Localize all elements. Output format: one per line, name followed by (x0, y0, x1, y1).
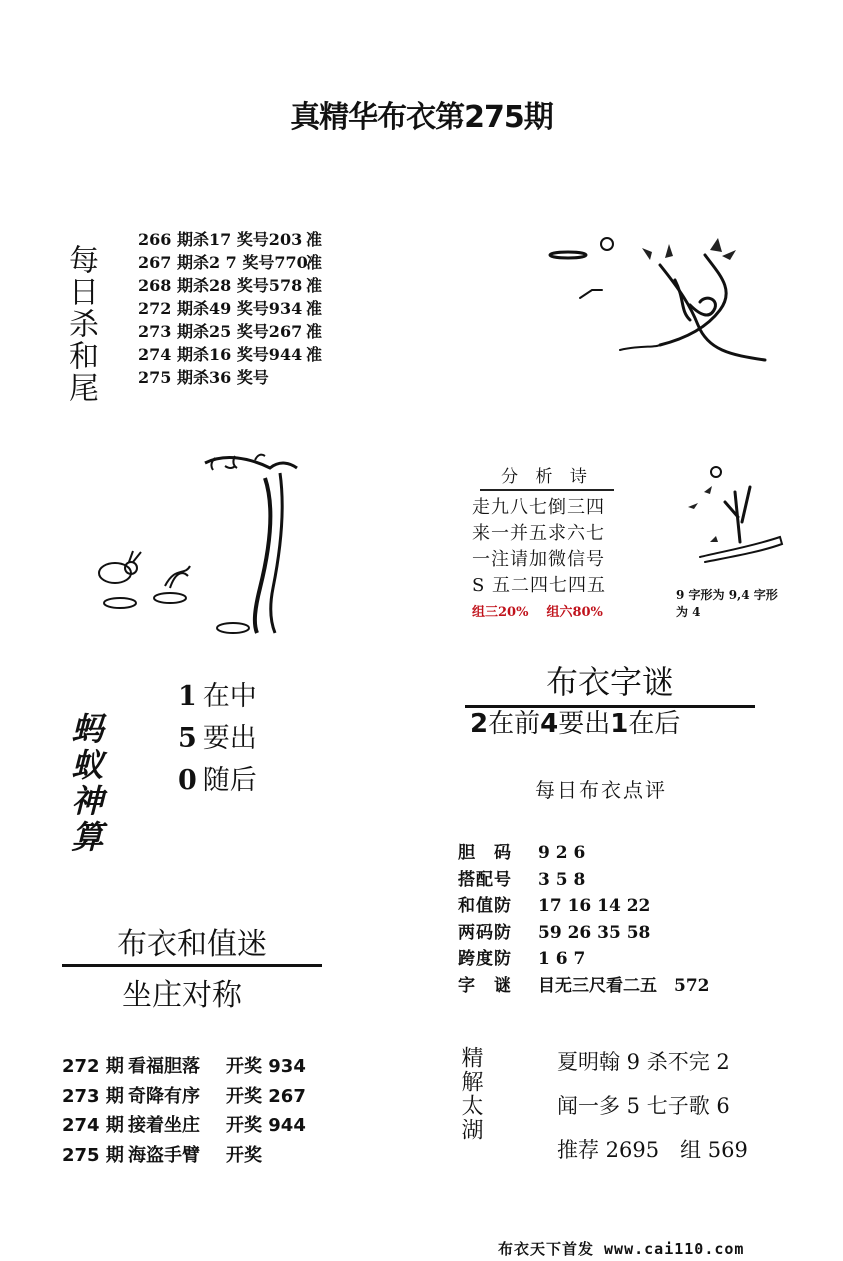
figure-sketch-illustration (680, 462, 790, 582)
list-item: 推荐 2695 组 569 (557, 1138, 748, 1162)
sum-riddle-heading: 布衣和值迷 (62, 926, 322, 967)
ant-heading: 蚂蚁神算 (66, 712, 105, 856)
daily-kill-list (138, 228, 323, 389)
riddle-answer: 2在前4要出1在后 (470, 709, 681, 739)
taihu-list (557, 1040, 748, 1172)
taihu-heading: 精解太湖 (458, 1046, 483, 1142)
list-item: 夏明翰 9 杀不完 2 (557, 1050, 730, 1074)
list-item: 0 随后 (178, 765, 257, 796)
table-row: 字 谜 目无三尺看二五 572 (458, 975, 710, 996)
group6-percent: 组六80% (546, 605, 603, 620)
poem-line: S 五二四七四五 (472, 575, 607, 596)
review-table (458, 840, 710, 999)
page-title: 真精华布衣第275期 (290, 100, 553, 135)
shape-note: 9 字形为 9,4 字形为 4 (676, 588, 778, 619)
sum-riddle-history (62, 1052, 306, 1170)
branch-sketch-illustration (540, 230, 780, 380)
poem-percentages (472, 601, 622, 620)
table-row: 跨度防 1 6 7 (458, 949, 586, 969)
riddle-heading: 布衣字谜 (465, 657, 755, 708)
list-item: 267 期杀2 7 奖号770 准 (138, 253, 323, 272)
list-item: 272 期杀49 奖号934 准 (138, 299, 323, 318)
table-row: 273 期 奇降有序 开奖 267 (62, 1085, 306, 1107)
table-row: 搭配号 3 5 8 (458, 869, 586, 890)
sum-riddle-subtitle: 坐庄对称 (122, 978, 242, 1013)
ant-list (178, 676, 257, 802)
table-row: 两码防 59 26 35 58 (458, 922, 651, 943)
daily-kill-heading: 每日杀和尾 (63, 244, 98, 404)
list-item: 275 期杀36 奖号 (138, 368, 269, 387)
list-item: 273 期杀25 奖号267 准 (138, 322, 323, 341)
list-item: 268 期杀28 奖号578 准 (138, 276, 323, 295)
list-item: 266 期杀17 奖号203 准 (138, 230, 323, 249)
table-row: 和值防 17 16 14 22 (458, 896, 651, 916)
table-row: 胆 码 9 2 6 (458, 843, 586, 863)
poem-line: 走九八七倒三四 (472, 497, 605, 518)
table-row: 274 期 接着坐庄 开奖 944 (62, 1115, 306, 1136)
poem-line: 来一并五求六七 (472, 523, 605, 544)
table-row: 272 期 看福胆落 开奖 934 (62, 1056, 306, 1077)
analysis-poem (472, 462, 622, 620)
group3-percent: 组三20% (472, 605, 529, 620)
list-item: 1 在中 (178, 681, 257, 712)
footer-source: 布衣天下首发 www.cai110.com (498, 1240, 745, 1258)
review-heading: 每日布衣点评 (535, 778, 667, 802)
rabbit-tree-illustration (75, 448, 335, 638)
list-item: 闻一多 5 七子歌 6 (557, 1094, 730, 1118)
list-item: 5 要出 (178, 723, 257, 754)
poem-line: 一注请加微信号 (472, 549, 605, 570)
table-row: 275 期 海盗手臂 开奖 (62, 1144, 262, 1166)
list-item: 274 期杀16 奖号944 准 (138, 345, 323, 364)
poem-heading: 分 析 诗 (480, 462, 614, 491)
